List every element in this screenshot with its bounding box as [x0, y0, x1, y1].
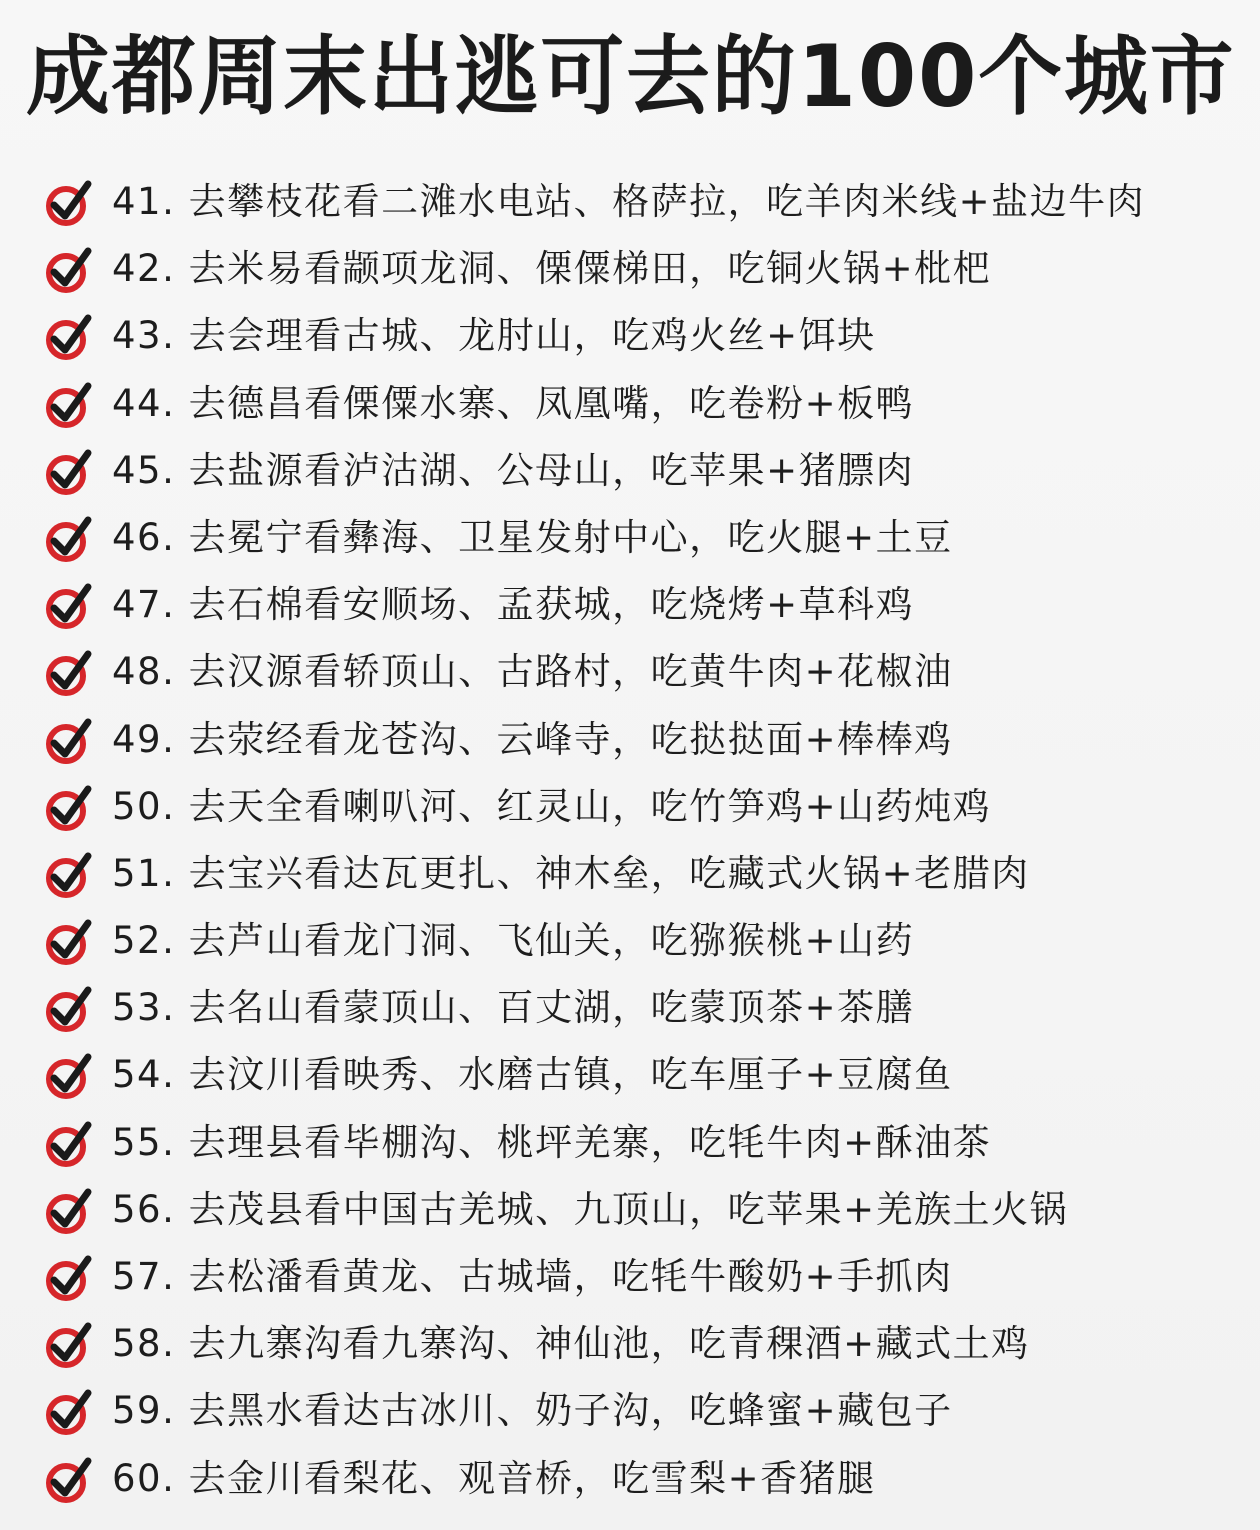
list-item-text: 42. 去米易看颛项龙洞、傈僳梯田，吃铜火锅+枇杷 [112, 247, 992, 291]
list-item [0, 773, 1260, 840]
list-item [0, 1243, 1260, 1310]
list-item-text: 57. 去松潘看黄龙、古城墙，吃牦牛酸奶+手抓肉 [112, 1255, 953, 1298]
list-item [0, 907, 1260, 974]
list-item-text: 47. 去石棉看安顺场、孟获城，吃烧烤+草科鸡 [112, 583, 915, 627]
list-item [0, 168, 1260, 235]
check-mark-icon [44, 178, 94, 228]
list-item [0, 302, 1260, 369]
list-item [0, 437, 1260, 504]
list-item-text: 49. 去荥经看龙苍沟、云峰寺，吃挞挞面+棒棒鸡 [112, 717, 953, 761]
check-mark-icon [44, 984, 94, 1034]
list-item [0, 571, 1260, 638]
check-mark-icon [44, 447, 94, 497]
check-mark-icon [44, 581, 94, 631]
check-mark-icon [44, 1387, 94, 1437]
check-mark-icon [44, 312, 94, 362]
list-item [0, 840, 1260, 907]
list-item-text: 44. 去德昌看傈僳水寨、凤凰嘴，吃卷粉+板鸭 [112, 381, 915, 425]
list-item-text: 48. 去汉源看轿顶山、古路村，吃黄牛肉+花椒油 [112, 650, 953, 694]
check-mark-icon [44, 716, 94, 766]
check-mark-icon [44, 1051, 94, 1101]
list-item-text: 56. 去茂县看中国古羌城、九顶山，吃苹果+羌族土火锅 [112, 1187, 1069, 1231]
check-mark-icon [44, 1253, 94, 1303]
list-item-text: 59. 去黑水看达古冰川、奶子沟，吃蜂蜜+藏包子 [112, 1389, 953, 1433]
list-item-text: 41. 去攀枝花看二滩水电站、格萨拉，吃羊肉米线+盐边牛肉 [112, 180, 1146, 223]
list-item [0, 974, 1260, 1041]
list-item [0, 1109, 1260, 1176]
list-item [0, 1041, 1260, 1108]
list-item [0, 1445, 1260, 1512]
list-item [0, 1310, 1260, 1377]
list-item-text: 46. 去冕宁看彝海、卫星发射中心，吃火腿+土豆 [112, 515, 953, 559]
check-mark-icon [44, 1320, 94, 1370]
list-item-text: 45. 去盐源看泸沽湖、公母山，吃苹果+猪膘肉 [112, 448, 915, 492]
list-item [0, 235, 1260, 302]
check-mark-icon [44, 917, 94, 967]
list-item-text: 51. 去宝兴看达瓦更扎、神木垒，吃藏式火锅+老腊肉 [112, 851, 1030, 895]
page-title: 成都周末出逃可去的100个城市 [26, 27, 1236, 127]
city-list [0, 168, 1260, 1512]
check-mark-icon [44, 380, 94, 430]
list-item-text: 43. 去会理看古城、龙肘山，吃鸡火丝+饵块 [112, 314, 876, 358]
check-mark-icon [44, 1119, 94, 1169]
check-mark-icon [44, 850, 94, 900]
check-mark-icon [44, 1186, 94, 1236]
list-item [0, 1176, 1260, 1243]
list-item [0, 370, 1260, 437]
list-item-text: 60. 去金川看梨花、观音桥，吃雪梨+香猪腿 [112, 1456, 876, 1500]
list-item-text: 52. 去芦山看龙门洞、飞仙关，吃猕猴桃+山药 [112, 919, 915, 963]
check-mark-icon [44, 1455, 94, 1505]
list-item [0, 638, 1260, 705]
check-mark-icon [44, 245, 94, 295]
list-item [0, 1377, 1260, 1444]
list-item-text: 53. 去名山看蒙顶山、百丈湖，吃蒙顶茶+茶膳 [112, 986, 915, 1030]
list-item-text: 50. 去天全看喇叭河、红灵山，吃竹笋鸡+山药炖鸡 [112, 784, 992, 828]
list-item [0, 706, 1260, 773]
list-item-text: 55. 去理县看毕棚沟、桃坪羌寨，吃牦牛肉+酥油茶 [112, 1120, 992, 1164]
list-item-text: 54. 去汶川看映秀、水磨古镇，吃车厘子+豆腐鱼 [112, 1053, 953, 1097]
check-mark-icon [44, 783, 94, 833]
list-item [0, 504, 1260, 571]
check-mark-icon [44, 648, 94, 698]
check-mark-icon [44, 514, 94, 564]
list-item-text: 58. 去九寨沟看九寨沟、神仙池，吃青稞酒+藏式土鸡 [112, 1322, 1030, 1366]
